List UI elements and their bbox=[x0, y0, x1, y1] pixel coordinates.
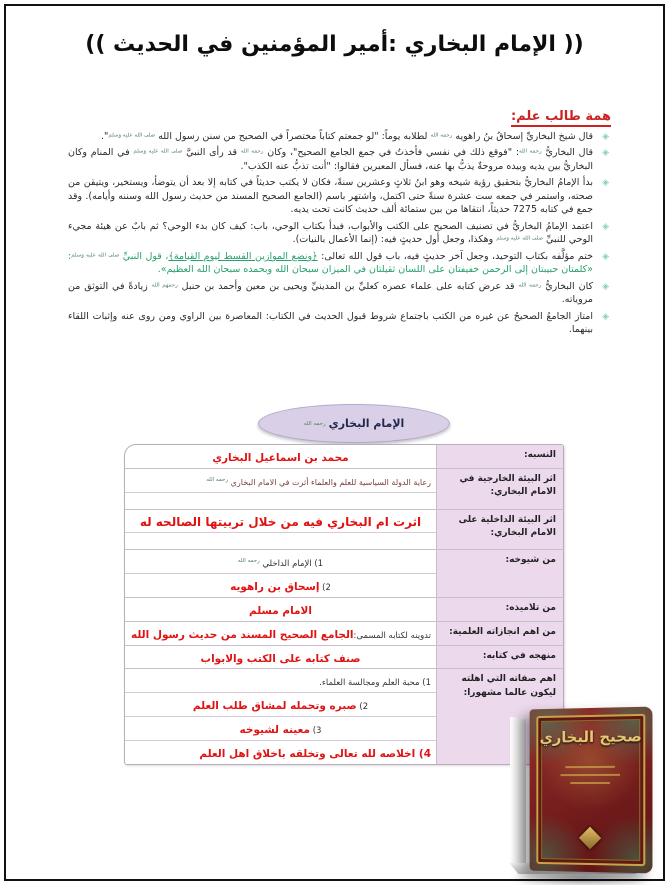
text-segment: كان البخاريُّ bbox=[541, 280, 594, 292]
book-cover bbox=[498, 704, 660, 885]
text-segment: 4) اخلاصه لله تعالى وتخلقه باخلاق اهل العلم bbox=[199, 747, 431, 760]
answer-line bbox=[125, 598, 436, 621]
text-segment: امتاز الجامعُ الصحيحُ عن غيره من الكتب باجتماع شروط قبول الحديث في الكتاب: المعاصرة بين الراوي ومن روى عنه وإثبات اللقاء بينهما. bbox=[68, 310, 593, 336]
section-heading: همة طالب علم: bbox=[511, 109, 611, 127]
text-segment: في المنام وكان البخاريُّ بين يديه وبيده مروحةٌ يذبُّ بها عنه، فسأل المعبرين فقالوا: "أنت تذبُّ عنه الكذب". bbox=[68, 147, 593, 172]
answer-line bbox=[125, 669, 436, 693]
bullet-item bbox=[68, 176, 609, 216]
text-segment: 3) bbox=[310, 725, 322, 736]
honorific-mark: رحمه الله bbox=[237, 558, 260, 565]
text-segment: قال البخاريُّ bbox=[541, 147, 594, 159]
text-segment: بدأ الإمامُ البخاريُّ بتحقيق رؤية شيخه وهو ابنُ ثلاثٍ وعشرين سنةً، فكان لا يكتب حديثاً في كتابه إلا بعد أن يتوضأ، ويستخير، ويتيقن من صحته، واستمر في جمعه ست عشرة سنةً حتى اكتمل، واشتهر باسم (الجامع الصحيح المسند من حديث رسول الله وسننه وأيامه). وقد جمع في كتابه 7275 حديثاً، انتقاها من بين ستمائة ألف حديث كانت تحت يديه. bbox=[68, 177, 593, 216]
row-label: اثر البيئة الخارجية في الامام البخاري: bbox=[436, 469, 563, 509]
page-border bbox=[4, 4, 665, 881]
table-row bbox=[125, 510, 563, 551]
text-segment: : «كلمتان حبيبتان إلى الرحمن خفيفتان على اللسان ثقيلتان في الميزان سبحان الله وبحمده سبحان الله العظيم». bbox=[68, 250, 593, 276]
page-title: (( الإمام البخاري :أمير المؤمنين في الحديث )) bbox=[85, 32, 584, 57]
honorific-mark: رحمهم الله bbox=[151, 282, 178, 289]
bullet-list bbox=[68, 130, 609, 340]
book-decor-line bbox=[570, 782, 609, 784]
bullet-item bbox=[68, 250, 609, 277]
answer-line bbox=[125, 693, 436, 717]
row-label: اثر البيئة الداخلية على الامام البخاري: bbox=[436, 510, 563, 550]
text-segment: الامام مسلم bbox=[249, 604, 312, 617]
text-segment: إسحاق بن راهويه bbox=[230, 581, 320, 594]
book-decor-line bbox=[561, 774, 620, 776]
row-answers bbox=[125, 510, 436, 550]
text-segment: 2) bbox=[319, 583, 331, 594]
text-segment: معينه لشيوخه bbox=[239, 723, 310, 736]
book-pages-edge bbox=[510, 716, 526, 869]
bullet-item bbox=[68, 220, 609, 247]
table-row bbox=[125, 550, 563, 598]
text-segment: وهكذا، وجعل أول حديثٍ فيه: (إنما الأعمال بالنيات). bbox=[292, 234, 497, 246]
answer-line bbox=[125, 574, 436, 597]
honorific-mark: صلى الله عليه وسلم bbox=[71, 252, 120, 259]
honorific-mark: رحمه الله bbox=[430, 132, 453, 139]
honorific-mark: رحمه الله bbox=[519, 149, 542, 156]
text-segment: قد رأى النبيَّ bbox=[182, 147, 241, 159]
imam-bukhari-oval bbox=[258, 404, 450, 443]
table-row bbox=[125, 469, 563, 510]
row-answers bbox=[125, 445, 436, 468]
text-segment: قال شيخ البخاريِّ إسحاقُ بنُ راهويه bbox=[452, 131, 593, 142]
row-answers bbox=[125, 469, 436, 509]
text-segment: : "فوقع ذلك في نفسي فأخذتُ في جمع الجامع الصحيح"، وكان bbox=[263, 147, 520, 159]
bullet-item bbox=[68, 146, 609, 173]
text-segment: قد عرض كتابه على علماء عصره كعليِّ بن المدينيِّ ويحيى بن معين وأحمد بن حنبل bbox=[177, 280, 519, 292]
row-answers bbox=[125, 550, 436, 597]
answer-line bbox=[125, 493, 436, 509]
text-segment: زيادةً في التوثق من مروياته. bbox=[68, 280, 593, 306]
honorific-mark: رحمه الله bbox=[303, 420, 326, 427]
text-segment: 2) bbox=[356, 702, 369, 713]
text-segment: ختم مؤلَّفه بكتاب التوحيد، وجعل آخر حديثٍ فيه، باب قول الله تعالى: bbox=[317, 250, 593, 262]
answer-line bbox=[125, 510, 436, 534]
row-answers bbox=[125, 598, 436, 621]
text-segment: الجامع الصحيح المسند من حديث رسول الله bbox=[131, 628, 354, 641]
table-row bbox=[125, 445, 563, 469]
bullet-item bbox=[68, 310, 609, 337]
answer-line bbox=[125, 469, 436, 493]
row-answers bbox=[125, 622, 436, 645]
answer-line bbox=[125, 445, 436, 468]
row-label: من شيوخه: bbox=[436, 550, 563, 597]
text-segment: ، قول النبيِّ bbox=[119, 250, 169, 262]
answer-line bbox=[125, 741, 436, 764]
text-segment: ﴿ونضع الموازين القسط ليوم القيامة﴾ bbox=[168, 250, 318, 262]
text-segment: ". bbox=[101, 131, 109, 142]
row-label: النسبه: bbox=[436, 445, 563, 468]
bullet-item bbox=[68, 280, 609, 307]
table-row bbox=[125, 646, 563, 670]
row-label: من اهم انجازاته العلمية: bbox=[436, 622, 563, 645]
row-answers bbox=[125, 669, 436, 763]
table-row bbox=[125, 622, 563, 646]
row-answers bbox=[125, 646, 436, 669]
book-decor-line bbox=[566, 766, 615, 768]
book-title: صحيح البخاري bbox=[539, 727, 642, 747]
row-label: اهم صفاته التي اهلته ليكون عالما مشهورا: bbox=[436, 669, 563, 763]
text-segment: محمد بن اسماعيل البخاري bbox=[212, 452, 349, 464]
table-row bbox=[125, 598, 563, 622]
text-segment: لطلابه يوماً: "لو جمعتم كتاباً مختصراً في الصحيح من سنن رسول الله bbox=[155, 131, 431, 142]
book-front-cover bbox=[530, 707, 653, 874]
honorific-mark: صلى الله عليه وسلم bbox=[133, 149, 183, 156]
answer-line bbox=[125, 533, 436, 549]
text-segment: رعاية الدولة السياسية للعلم والعلماء أثرت في الامام البخاري bbox=[228, 477, 431, 487]
text-segment: اثرت ام البخاري فيه من خلال تربيتها الصالحه له bbox=[139, 514, 422, 529]
answer-line bbox=[125, 622, 436, 645]
answer-line bbox=[125, 717, 436, 741]
text-segment: صنف كتابه على الكتب والابواب bbox=[200, 652, 361, 665]
honorific-mark: صلى الله عليه وسلم bbox=[496, 235, 544, 242]
honorific-mark: رحمه الله bbox=[518, 282, 542, 289]
answer-line bbox=[125, 646, 436, 669]
bullet-item bbox=[68, 130, 609, 143]
text-segment: صبره وتحمله لمشاق طلب العلم bbox=[192, 700, 357, 713]
text-segment: اعتمد الإمامُ البخاريُّ في تصنيف الصحيح على الكتب والأبواب، فبدأ بكتاب الوحي، باب: كيف كان بدء الوحي؟ ثم بابٌ عن هيئة مجيء الوحي للنبيِّ bbox=[68, 220, 593, 246]
answer-line bbox=[125, 550, 436, 574]
text-segment: 1) الإمام الداخلي bbox=[259, 559, 324, 570]
text-segment: تدوينه لكتابه المسمى: bbox=[353, 630, 431, 641]
oval-label: الإمام البخاري bbox=[328, 417, 405, 430]
row-label: من تلاميذه: bbox=[436, 598, 563, 621]
honorific-mark: صلى الله عليه وسلم bbox=[108, 132, 156, 139]
text-segment: 1) محبة العلم ومجالسة العلماء. bbox=[319, 678, 431, 689]
row-label: منهجه في كتابه: bbox=[436, 646, 563, 669]
honorific-mark: رحمه الله bbox=[206, 476, 229, 483]
honorific-mark: رحمه الله bbox=[240, 149, 264, 156]
